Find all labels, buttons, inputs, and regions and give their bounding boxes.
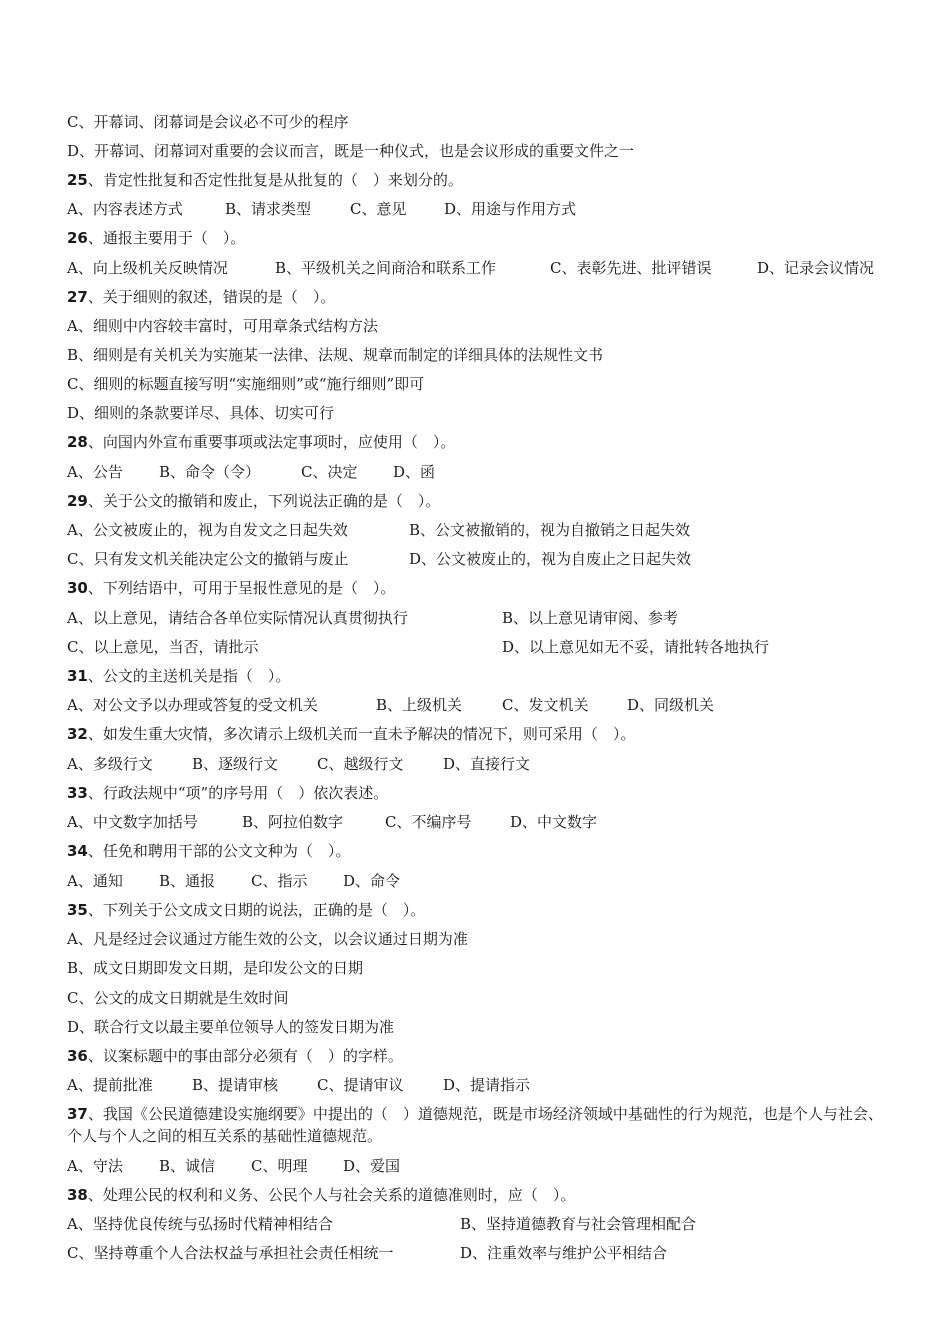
question-number: 29 [67,492,88,510]
option-a: A、守法 [67,1157,123,1175]
question-number: 31 [67,667,88,685]
question-number: 36 [67,1047,88,1065]
question-number: 25 [67,171,88,189]
question-number: 27 [67,288,88,306]
option-d: D、直接行文 [443,755,531,773]
option-a: A、对公文予以办理或答复的受文机关 [67,696,318,714]
option-c: C、坚持尊重个人合法权益与承担社会责任相统一 [67,1244,394,1262]
question-38 [67,1185,575,1205]
option-a: A、中文数字加括号 [67,813,198,831]
question-32 [67,724,635,744]
option-c: C、表彰先进、批评错误 [550,259,712,277]
question-text: 、下列关于公文成文日期的说法，正确的是（ ）。 [87,901,426,919]
option-b: B、通报 [159,872,216,890]
option-b: B、提请审核 [192,1076,279,1094]
option-a: A、向上级机关反映情况 [67,259,228,277]
option-b: B、诚信 [159,1157,216,1175]
option-c: C、只有发文机关能决定公文的撤销与废止 [67,550,349,568]
question-text: 、如发生重大灾情，多次请示上级机关而一直未予解决的情况下，则可采用（ ）。 [87,725,636,743]
question-text: 、关于细则的叙述，错误的是（ ）。 [87,288,336,306]
option-a: A、凡是经过会议通过方能生效的公文，以会议通过日期为准 [67,930,468,948]
option-b: B、公文被撤销的，视为自撤销之日起失效 [409,521,691,539]
option-b: B、成文日期即发文日期，是印发公文的日期 [67,959,364,977]
option-b: B、请求类型 [225,200,312,218]
option-b: B、以上意见请审阅、参考 [502,609,679,627]
option-line: C、开幕词、闭幕词是会议必不可少的程序 [67,113,349,131]
question-text: 、关于公文的撤销和废止，下列说法正确的是（ ）。 [87,492,441,510]
question-number: 34 [67,842,88,860]
option-d: D、中文数字 [510,813,598,831]
option-a: A、内容表述方式 [67,200,183,218]
option-a: A、公告 [67,463,123,481]
question-text: 、公文的主送机关是指（ ）。 [87,667,291,685]
option-a: A、多级行文 [67,755,153,773]
option-b: B、逐级行文 [192,755,279,773]
option-c: C、不编序号 [385,813,472,831]
question-text: 、议案标题中的事由部分必须有（ ）的字样。 [87,1047,403,1065]
question-number: 28 [67,433,88,451]
option-d: D、以上意见如无不妥，请批转各地执行 [502,638,770,656]
question-36 [67,1046,403,1066]
option-d: D、联合行文以最主要单位领导人的签发日期为准 [67,1018,395,1036]
option-c: C、以上意见，当否，请批示 [67,638,259,656]
question-number: 38 [67,1186,88,1204]
option-d: D、记录会议情况 [757,259,875,277]
option-a: A、坚持优良传统与弘扬时代精神相结合 [67,1215,333,1233]
question-text: 、肯定性批复和否定性批复是从批复的（ ）来划分的。 [87,171,463,189]
question-29 [67,491,440,511]
question-text: 、处理公民的权利和义务、公民个人与社会关系的道德准则时，应（ ）。 [87,1186,576,1204]
question-31 [67,666,290,686]
question-text: 、通报主要用于（ ）。 [87,229,246,247]
question-text: 、向国内外宣布重要事项或法定事项时，应使用（ ）。 [87,433,456,451]
option-a: A、通知 [67,872,123,890]
option-d: D、命令 [343,872,401,890]
question-number: 32 [67,725,88,743]
option-a: A、公文被废止的，视为自发文之日起失效 [67,521,348,539]
option-b: B、细则是有关机关为实施某一法律、法规、规章而制定的详细具体的法规性文书 [67,346,604,364]
option-c: C、提请审议 [317,1076,404,1094]
option-d: D、细则的条款要详尽、具体、切实可行 [67,404,335,422]
option-b: B、阿拉伯数字 [242,813,344,831]
question-27 [67,287,335,307]
option-a: A、以上意见，请结合各单位实际情况认真贯彻执行 [67,609,408,627]
question-26 [67,228,245,248]
option-d: D、提请指示 [443,1076,531,1094]
option-c: C、明理 [251,1157,308,1175]
option-c: C、越级行文 [317,755,404,773]
option-c: C、指示 [251,872,308,890]
option-c: C、公文的成文日期就是生效时间 [67,989,289,1007]
option-d: D、爱国 [343,1157,401,1175]
option-b: B、坚持道德教育与社会管理相配合 [460,1215,697,1233]
option-c: C、决定 [301,463,358,481]
question-37 [67,1103,887,1147]
option-line: D、开幕词、闭幕词对重要的会议而言，既是一种仪式，也是会议形成的重要文件之一 [67,142,635,160]
question-28 [67,432,455,452]
option-b: B、平级机关之间商洽和联系工作 [275,259,497,277]
option-d: D、同级机关 [627,696,715,714]
question-number: 37 [67,1105,88,1123]
option-a: A、提前批准 [67,1076,153,1094]
question-25 [67,170,463,190]
option-b: B、命令（令） [159,463,261,481]
option-a: A、细则中内容较丰富时，可用章条式结构方法 [67,317,378,335]
question-text: 、任免和聘用干部的公文文种为（ ）。 [87,842,351,860]
option-d: D、函 [393,463,436,481]
option-d: D、注重效率与维护公平相结合 [460,1244,668,1262]
question-text: 、我国《公民道德建设实施纲要》中提出的（ ）道德规范，既是市场经济领域中基础性的行为规范，也是个人与社会、个人与个人之间的相互关系的基础性道德规范。 [67,1105,883,1145]
question-number: 33 [67,784,88,802]
question-number: 35 [67,901,88,919]
option-c: C、发文机关 [502,696,589,714]
question-number: 26 [67,229,88,247]
question-number: 30 [67,579,88,597]
question-30 [67,578,395,598]
question-text: 、行政法规中“项”的序号用（ ）依次表述。 [87,784,389,802]
question-35 [67,900,425,920]
question-33 [67,783,388,803]
option-b: B、上级机关 [376,696,463,714]
question-text: 、下列结语中，可用于呈报性意见的是（ ）。 [87,579,396,597]
option-d: D、用途与作用方式 [444,200,577,218]
option-c: C、细则的标题直接写明“实施细则”或“施行细则”即可 [67,375,425,393]
option-d: D、公文被废止的，视为自废止之日起失效 [409,550,692,568]
question-34 [67,841,350,861]
option-c: C、意见 [350,200,407,218]
